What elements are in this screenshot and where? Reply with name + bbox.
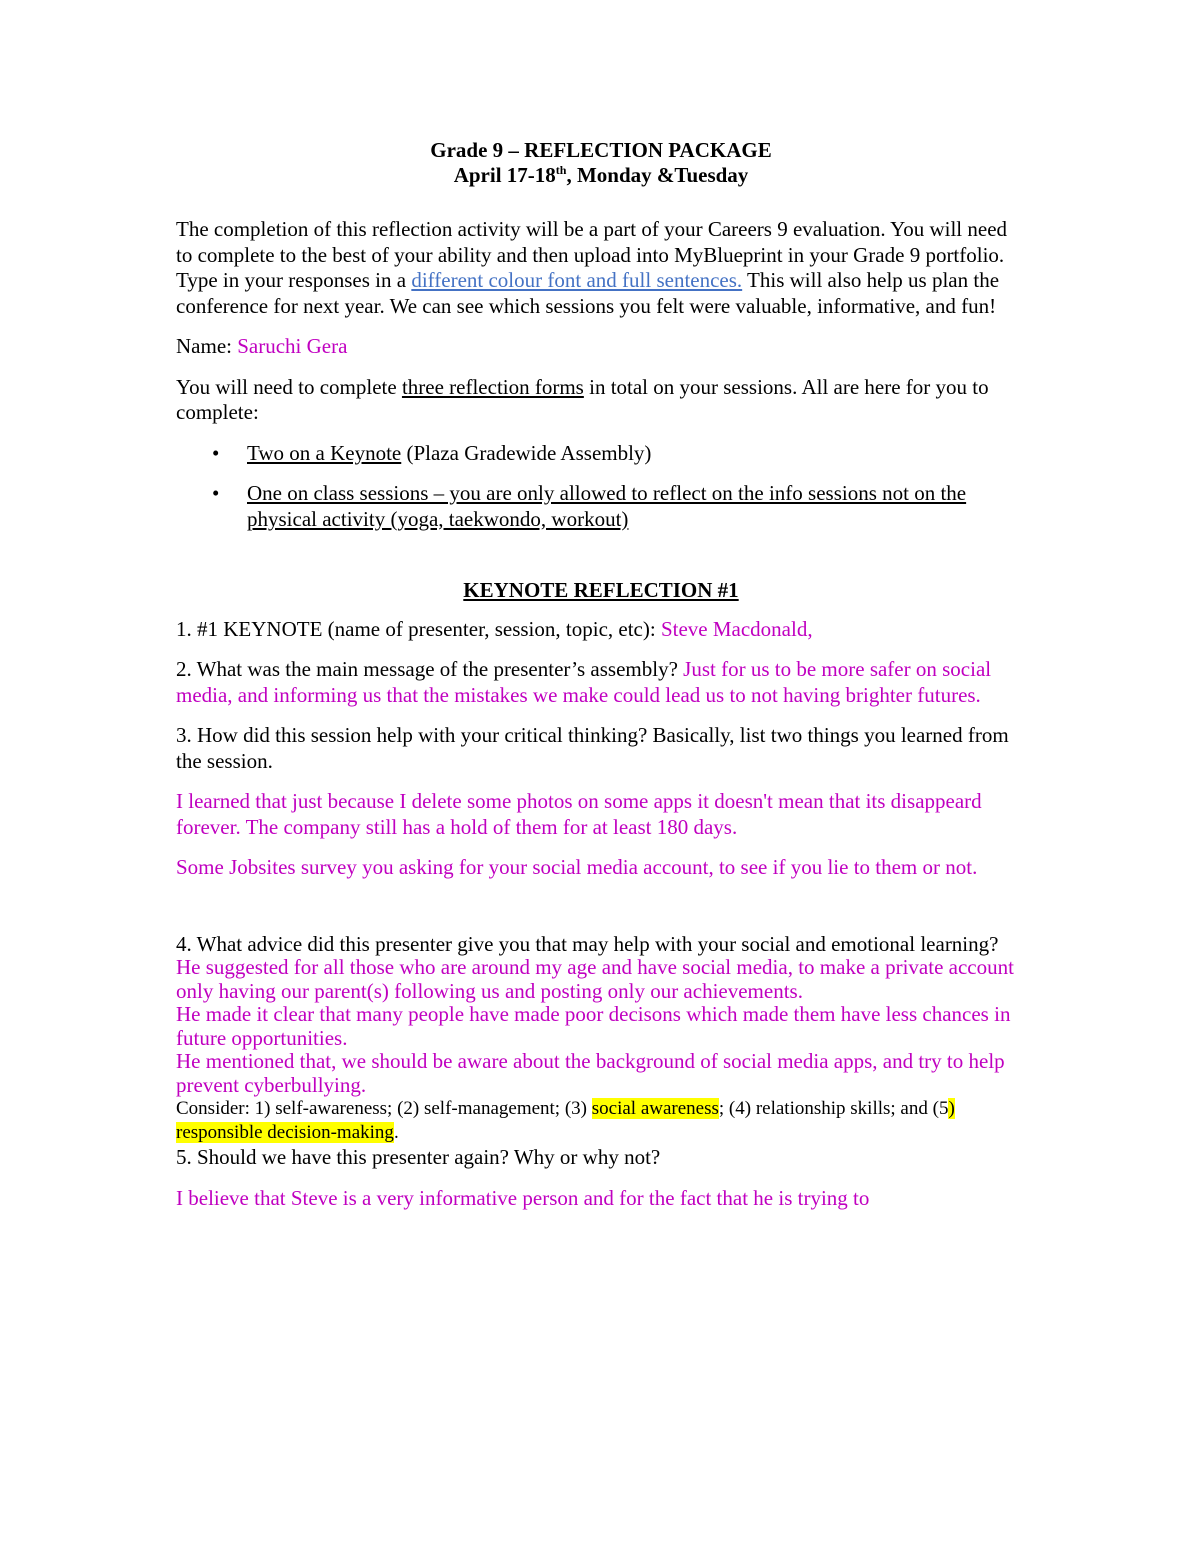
question-1-text: 1. #1 KEYNOTE (name of presenter, session, topic, etc):	[176, 616, 661, 641]
bullet-item	[176, 441, 1026, 467]
bullet-icon: •	[212, 440, 220, 465]
name-value: Saruchi Gera	[237, 334, 348, 358]
section-heading: KEYNOTE REFLECTION #1	[463, 578, 739, 602]
bullet-rest-text: (Plaza Gradewide Assembly)	[401, 440, 652, 465]
bullet-underlined-text: Two on a Keynote	[247, 440, 402, 465]
document-title	[176, 138, 1026, 188]
question-5: 5. Should we have this presenter again? Why or why not?	[176, 1145, 661, 1169]
highlight-decision-making: ) responsible decision-making	[176, 1098, 955, 1143]
instructions-post: in total on your sessions. All are here for you to complete:	[176, 374, 989, 424]
session-bullet-list	[176, 441, 1026, 533]
answer-3a: I learned that just because I delete some photos on some apps it doesn't mean that its disappeard forever. The company still has a hold of them for at least 180 days.	[176, 789, 982, 839]
intro-link[interactable]: different colour font and full sentences.	[411, 268, 743, 292]
answer-5: I believe that Steve is a very informative person and for the fact that he is trying to	[176, 1185, 870, 1210]
highlight-social-awareness: social awareness	[591, 1098, 719, 1119]
name-line	[176, 334, 1026, 360]
question-2-text: 2. What was the main message of the presenter’s assembly?	[176, 657, 684, 681]
bullet-underlined-text: One on class sessions – you are only allowed to reflect on the info sessions not on the physical activity (yoga, taekwondo, workout)	[247, 481, 967, 531]
name-label: Name:	[176, 334, 238, 358]
title-date-suffix: th	[555, 163, 567, 177]
document-content	[176, 138, 1026, 1226]
consider-note	[176, 1097, 1026, 1145]
consider-text-2: ; (4) relationship skills; and (5	[718, 1098, 949, 1119]
question-4-block	[176, 933, 1026, 1146]
title-line-2	[176, 163, 1026, 188]
answer-4c: He mentioned that, we should be aware about the background of social media apps, and try to help prevent cyberbullying.	[176, 1049, 1005, 1097]
bullet-item	[176, 481, 1026, 532]
answer-4a: He suggested for all those who are around my age and have social media, to make a private account only having our parent(s) following us and posting only our achievements.	[176, 955, 1014, 1003]
answer-2: Just for us to be more safer on social media, and informing us that the mistakes we make could lead us to not having brighter futures.	[176, 657, 992, 707]
consider-text-1: Consider: 1) self-awareness; (2) self-management; (3)	[176, 1098, 592, 1119]
title-days: , Monday &Tuesday	[566, 163, 749, 187]
intro-text-1: The completion of this reflection activity will be a part of your Careers 9 evaluation. You will need to complete to the best of your ability and then upload into MyBlueprint in your Grade 9 portfolio. Type in your responses in a	[176, 217, 1008, 292]
answer-1: Steve Macdonald,	[660, 616, 813, 641]
consider-text-3: .	[393, 1122, 399, 1143]
instructions-pre: You will need to complete	[176, 374, 402, 399]
question-3: 3. How did this session help with your critical thinking? Basically, list two things you learned from the session.	[176, 723, 1009, 773]
question-1	[176, 617, 1026, 643]
instructions-paragraph	[176, 375, 1026, 426]
intro-paragraph	[176, 217, 1026, 319]
answer-4b: He made it clear that many people have made poor decisons which made them have less chances in future opportunities.	[176, 1002, 1011, 1050]
answer-3b: Some Jobsites survey you asking for your social media account, to see if you lie to them or not.	[176, 855, 978, 879]
title-date: April 17-18	[453, 163, 556, 187]
question-4: 4. What advice did this presenter give you that may help with your social and emotional learning?	[176, 931, 999, 956]
title-line-1: Grade 9 – REFLECTION PACKAGE	[430, 138, 772, 162]
instructions-underlined: three reflection forms	[401, 374, 584, 399]
bullet-icon: •	[212, 481, 220, 505]
intro-text-2: This will also help us plan the conference for next year. We can see which sessions you felt were valuable, informative, and fun!	[176, 268, 1000, 318]
question-2	[176, 657, 1026, 708]
